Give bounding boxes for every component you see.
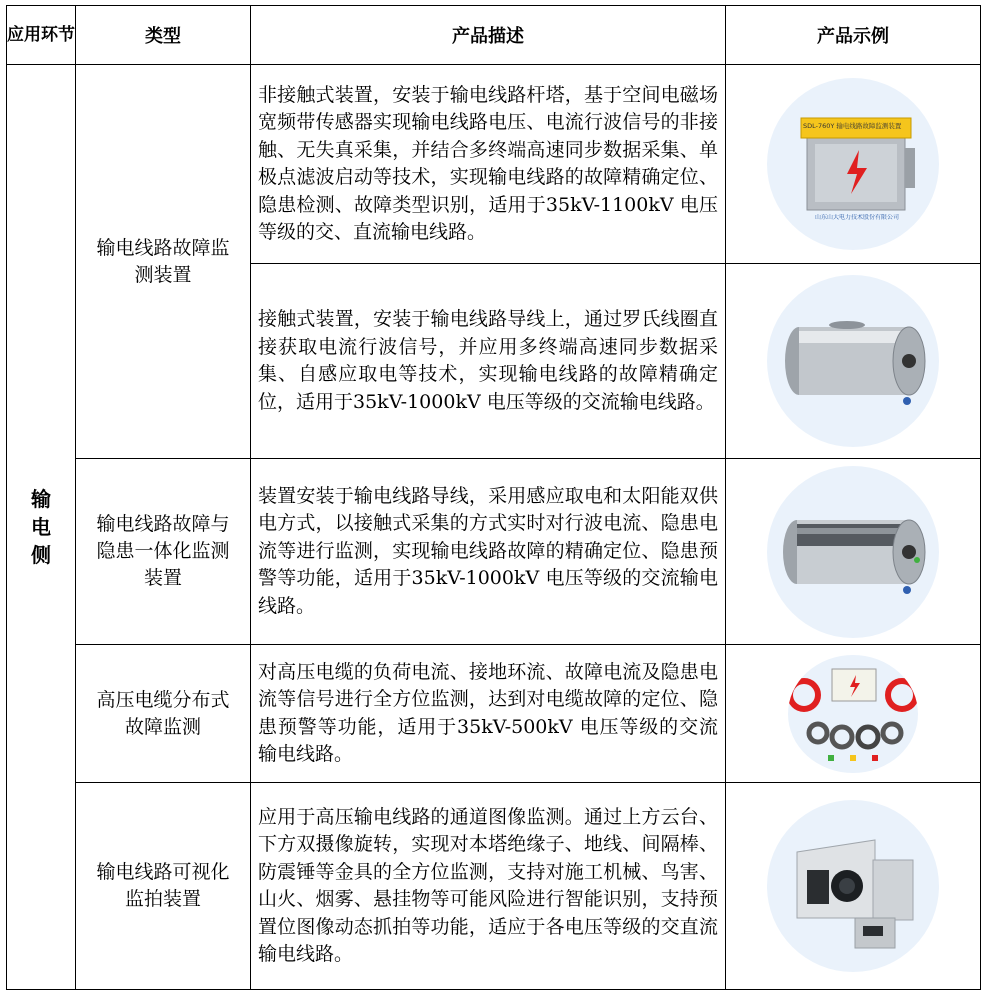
- product-table: [6, 5, 981, 990]
- table-row: [7, 645, 981, 783]
- image-cell: [726, 783, 981, 990]
- maker-label: 山东山大电力技术股份有限公司: [814, 214, 899, 221]
- header-type: 类型: [76, 6, 251, 65]
- table-row: [7, 65, 981, 264]
- type-cell: 输电线路故障监测装置: [76, 65, 251, 459]
- monitor-box-icon: [767, 78, 939, 250]
- device-label: SDL-760Y 输电线路故障监测装置: [803, 122, 902, 130]
- type-cell: 高压电缆分布式故障监测: [76, 645, 251, 783]
- image-cell: [726, 459, 981, 645]
- description-cell: 装置安装于输电线路导线，采用感应取电和太阳能双供电方式，以接触式采集的方式实时对行波电流、隐患电流等进行监测，实现输电线路故障的精确定位、隐患预警等功能，适用于35kV-1000kV 电压等级的交流输电线路。: [251, 459, 726, 645]
- cylinder-sensor-icon: [767, 275, 939, 447]
- image-cell: [726, 645, 981, 783]
- type-cell: 输电线路可视化监拍装置: [76, 783, 251, 990]
- stage-cell: [7, 65, 76, 990]
- table-row: [7, 783, 981, 990]
- image-cell: [726, 264, 981, 459]
- header-example: 产品示例: [726, 6, 981, 65]
- description-cell: 接触式装置，安装于输电线路导线上，通过罗氏线圈直接获取电流行波信号，并应用多终端高速同步数据采集、自感应取电等技术，实现输电线路的故障精确定位，适用于35kV-1000kV 电压等级的交流输电线路。: [251, 264, 726, 459]
- header-stage: 应用环节: [7, 6, 76, 65]
- stage-text: 输电侧: [31, 487, 51, 567]
- table-header-row: [7, 6, 981, 65]
- description-cell: 非接触式装置，安装于输电线路杆塔，基于空间电磁场宽频带传感器实现输电线路电压、电流行波信号的非接触、无失真采集，并结合多终端高速同步数据采集、单极点滤波启动等技术，实现输电线路的故障精确定位、隐患检测、故障类型识别，适用于35kV-1100kV 电压等级的交、直流输电线路。: [251, 65, 726, 264]
- type-cell: 输电线路故障与隐患一体化监测装置: [76, 459, 251, 645]
- ptz-camera-icon: [767, 800, 939, 972]
- header-description: 产品描述: [251, 6, 726, 65]
- solar-cylinder-sensor-icon: [767, 466, 939, 638]
- description-cell: 对高压电缆的负荷电流、接地环流、故障电流及隐患电流等信号进行全方位监测，达到对电缆故障的定位、隐患预警等功能，适用于35kV-500kV 电压等级的交流输电线路。: [251, 645, 726, 783]
- cable-monitor-kit-icon: [788, 655, 918, 773]
- description-cell: 应用于高压输电线路的通道图像监测。通过上方云台、下方双摄像旋转，实现对本塔绝缘子、地线、间隔棒、防震锤等金具的全方位监测，支持对施工机械、鸟害、山火、烟雾、悬挂物等可能风险进行智能识别，支持预置位图像动态抓拍等功能，适应于各电压等级的交直流输电线路。: [251, 783, 726, 990]
- image-cell: [726, 65, 981, 264]
- table-row: [7, 459, 981, 645]
